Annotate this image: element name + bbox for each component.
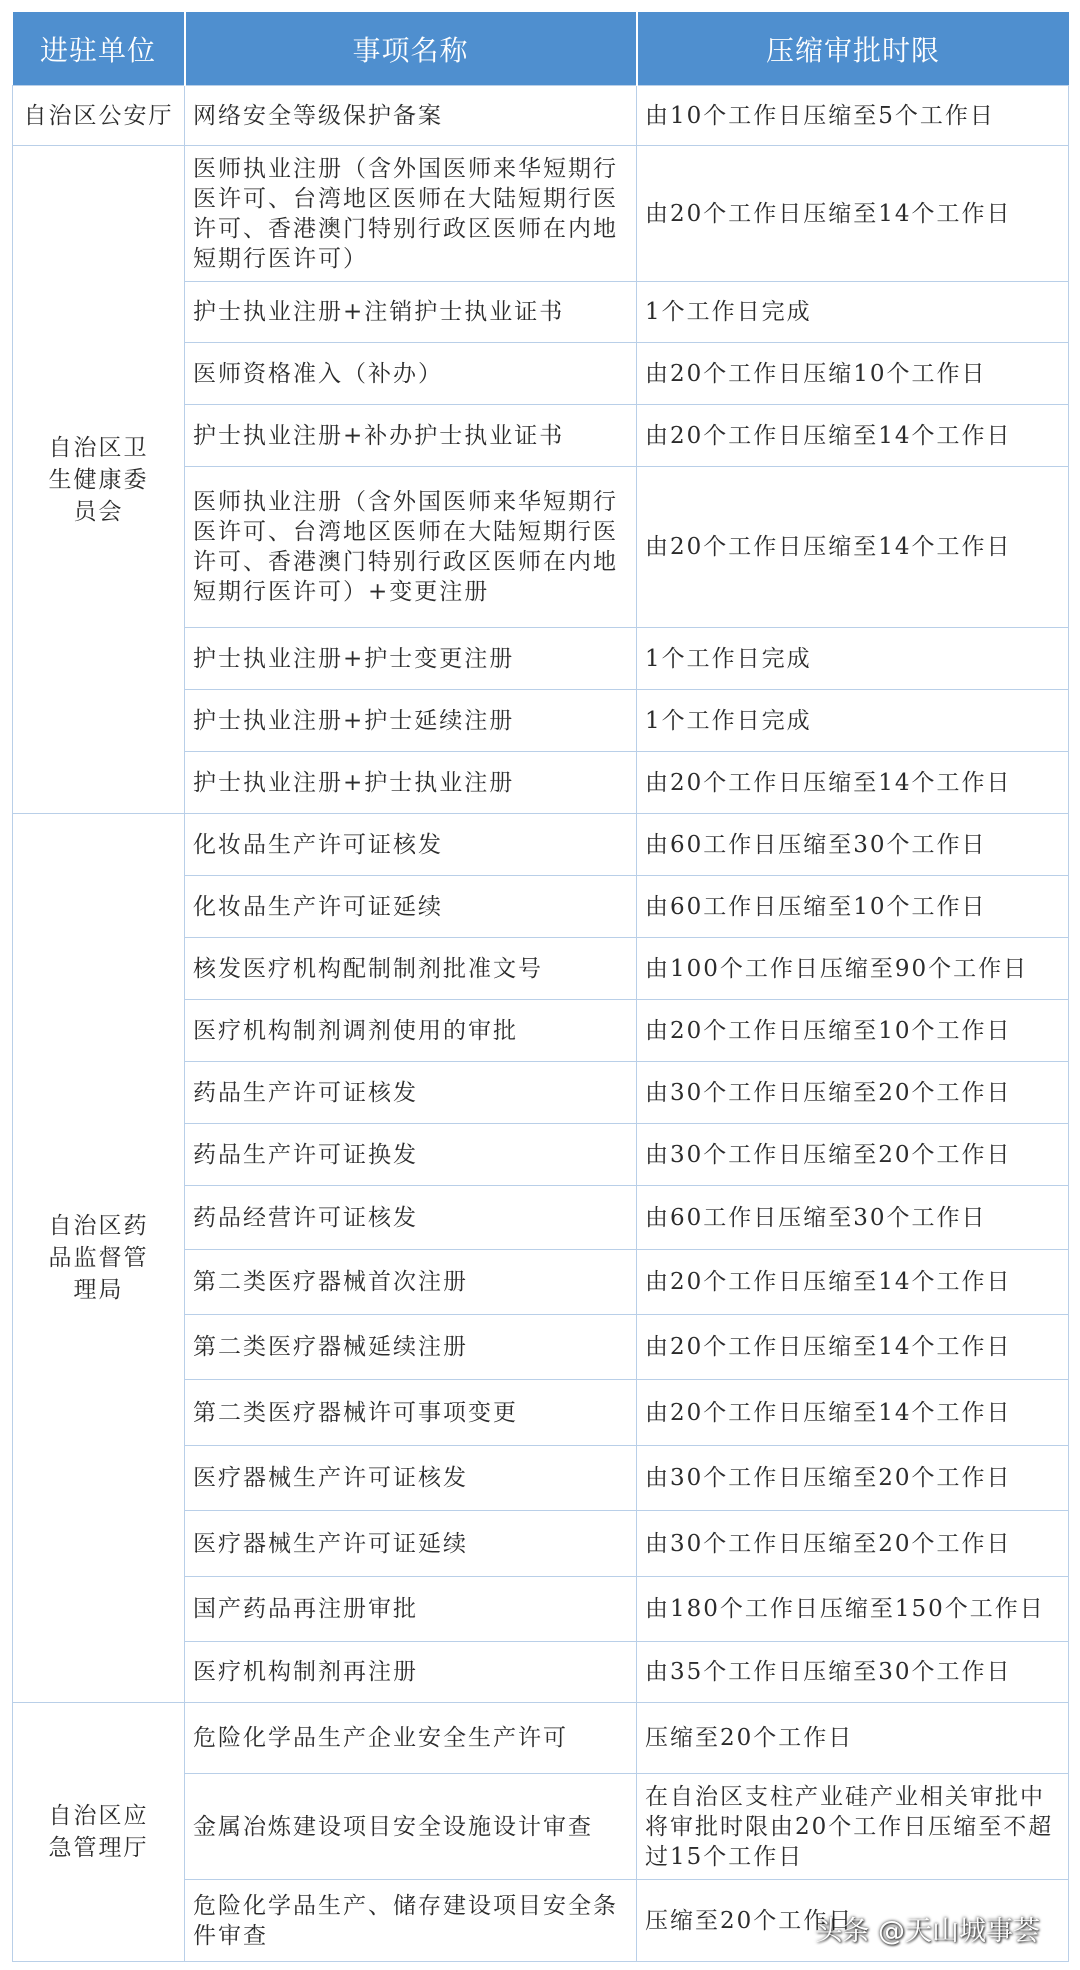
time-cell: 由30个工作日压缩至20个工作日 [637, 1511, 1069, 1577]
item-cell: 药品生产许可证换发 [185, 1124, 637, 1186]
item-cell: 网络安全等级保护备案 [185, 86, 637, 146]
time-cell: 由60工作日压缩至30个工作日 [637, 814, 1069, 876]
item-cell: 医疗机构制剂再注册 [185, 1642, 637, 1703]
table-row [13, 86, 1069, 146]
header-time: 压缩审批时限 [637, 12, 1069, 86]
header-item: 事项名称 [185, 12, 637, 86]
time-cell: 由20个工作日压缩至10个工作日 [637, 1000, 1069, 1062]
time-cell: 1个工作日完成 [637, 690, 1069, 752]
item-cell: 护士执业注册+注销护士执业证书 [185, 282, 637, 343]
item-cell: 国产药品再注册审批 [185, 1577, 637, 1642]
approval-table [12, 12, 1069, 1962]
time-cell: 1个工作日完成 [637, 628, 1069, 690]
item-cell: 化妆品生产许可证延续 [185, 876, 637, 938]
item-cell: 医疗机构制剂调剂使用的审批 [185, 1000, 637, 1062]
item-cell: 医疗器械生产许可证核发 [185, 1446, 637, 1511]
item-cell: 药品经营许可证核发 [185, 1186, 637, 1250]
unit-cell: 自治区应急管理厅 [13, 1703, 185, 1962]
time-cell: 由60工作日压缩至10个工作日 [637, 876, 1069, 938]
time-cell: 由10个工作日压缩至5个工作日 [637, 86, 1069, 146]
item-cell: 医师执业注册（含外国医师来华短期行医许可、台湾地区医师在大陆短期行医许可、香港澳门特别行政区医师在内地短期行医许可）+变更注册 [185, 467, 637, 628]
time-cell: 由20个工作日压缩至14个工作日 [637, 1315, 1069, 1380]
time-cell: 由100个工作日压缩至90个工作日 [637, 938, 1069, 1000]
table-row [13, 1703, 1069, 1774]
item-cell: 药品生产许可证核发 [185, 1062, 637, 1124]
item-cell: 金属冶炼建设项目安全设施设计审查 [185, 1774, 637, 1880]
time-cell: 由20个工作日压缩至14个工作日 [637, 1380, 1069, 1446]
item-cell: 危险化学品生产企业安全生产许可 [185, 1703, 637, 1774]
time-cell: 由20个工作日压缩至14个工作日 [637, 405, 1069, 467]
time-cell: 由30个工作日压缩至20个工作日 [637, 1062, 1069, 1124]
time-cell: 压缩至20个工作日 [637, 1703, 1069, 1774]
time-cell: 由20个工作日压缩至14个工作日 [637, 467, 1069, 628]
item-cell: 护士执业注册+护士执业注册 [185, 752, 637, 814]
unit-cell: 自治区公安厅 [13, 86, 185, 146]
time-cell: 1个工作日完成 [637, 282, 1069, 343]
item-cell: 护士执业注册+护士延续注册 [185, 690, 637, 752]
table-body [13, 86, 1069, 1962]
time-cell: 由20个工作日压缩至14个工作日 [637, 146, 1069, 282]
item-cell: 护士执业注册+补办护士执业证书 [185, 405, 637, 467]
watermark-label: 头条 @天山城事荟 [815, 1916, 1040, 1947]
time-cell: 压缩至20个工作日 [637, 1880, 1069, 1962]
table-row [13, 146, 1069, 282]
item-cell: 第二类医疗器械延续注册 [185, 1315, 637, 1380]
time-cell: 由60工作日压缩至30个工作日 [637, 1186, 1069, 1250]
item-cell: 医疗器械生产许可证延续 [185, 1511, 637, 1577]
time-cell: 由35个工作日压缩至30个工作日 [637, 1642, 1069, 1703]
item-cell: 危险化学品生产、储存建设项目安全条件审查 [185, 1880, 637, 1962]
time-cell: 由30个工作日压缩至20个工作日 [637, 1446, 1069, 1511]
header-unit: 进驻单位 [13, 12, 185, 86]
item-cell: 第二类医疗器械首次注册 [185, 1250, 637, 1315]
time-cell: 由30个工作日压缩至20个工作日 [637, 1124, 1069, 1186]
item-cell: 化妆品生产许可证核发 [185, 814, 637, 876]
item-cell: 第二类医疗器械许可事项变更 [185, 1380, 637, 1446]
time-cell: 由20个工作日压缩至14个工作日 [637, 1250, 1069, 1315]
time-cell: 由180个工作日压缩至150个工作日 [637, 1577, 1069, 1642]
time-cell: 由20个工作日压缩10个工作日 [637, 343, 1069, 405]
unit-cell: 自治区卫生健康委员会 [13, 146, 185, 814]
table-row [13, 814, 1069, 876]
item-cell: 护士执业注册+护士变更注册 [185, 628, 637, 690]
table-header [13, 12, 1069, 86]
time-cell: 在自治区支柱产业硅产业相关审批中将审批时限由20个工作日压缩至不超过15个工作日 [637, 1774, 1069, 1880]
item-cell: 医师执业注册（含外国医师来华短期行医许可、台湾地区医师在大陆短期行医许可、香港澳门特别行政区医师在内地短期行医许可） [185, 146, 637, 282]
item-cell: 医师资格准入（补办） [185, 343, 637, 405]
unit-cell: 自治区药品监督管理局 [13, 814, 185, 1703]
time-cell: 由20个工作日压缩至14个工作日 [637, 752, 1069, 814]
item-cell: 核发医疗机构配制制剂批准文号 [185, 938, 637, 1000]
